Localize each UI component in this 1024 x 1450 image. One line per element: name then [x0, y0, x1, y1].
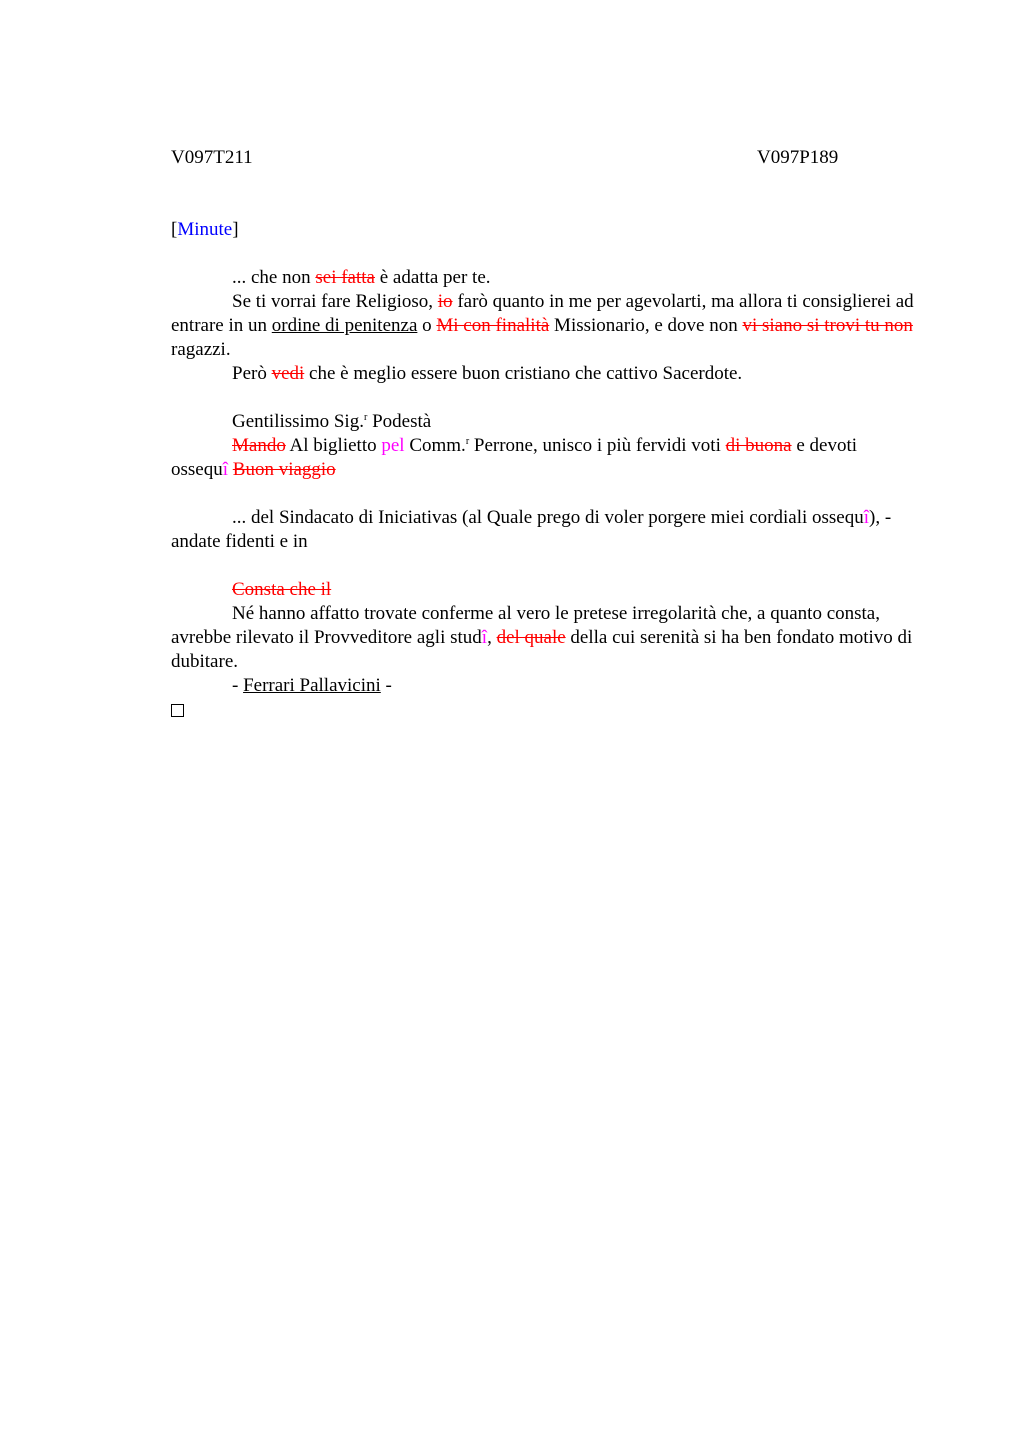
deleted-text: sei fatta [315, 267, 375, 288]
deleted-text: del quale [496, 627, 566, 648]
deleted-text: di buona [725, 435, 792, 456]
paragraph-7 [171, 578, 915, 602]
paragraph-2: Se ti vorrai fare Religioso, io farò quanto in me per agevolarti, ma allora ti consiglierei ad entrare in un ordine di penitenza o Mi con finalità Missionario, e dove non vi siano si trovi tu non ragazzi. [171, 291, 914, 360]
inserted-text: î [222, 459, 229, 480]
paragraph-9-signature: - Ferrari Pallavicini - [232, 675, 392, 696]
deleted-text: vedi [271, 363, 305, 384]
inserted-text: î [863, 507, 870, 528]
paragraph-3: Però vedi che è meglio essere buon cristiano che cattivo Sacerdote. [232, 363, 743, 384]
inserted-text: î [481, 627, 488, 648]
paragraph-6: ... del Sindacato di Iniciativas (al Quale prego di voler porgere miei cordiali ossequî), - andate fidenti e in [171, 507, 892, 552]
deleted-text: Mi con finalità [436, 315, 550, 336]
paragraph-5: Mando Al biglietto pel Comm.$^r$ Perrone, unisco i più fervidi voti di buona e devoti ossequî Buon viaggio [171, 435, 858, 480]
document-code-left: V097T211 [171, 147, 253, 168]
paragraph-4-salutation: Gentilissimo Sig.$^r$ Podestà [232, 411, 432, 432]
deleted-text: Consta che il [232, 579, 332, 600]
underlined-name: Ferrari Pallavicini [243, 675, 381, 696]
paragraph-1: ... che non sei fatta è adatta per te. [232, 267, 491, 288]
deleted-text: vi siano si trovi tu non [742, 315, 913, 336]
inserted-text: pel [381, 435, 405, 456]
square-icon [171, 704, 184, 717]
paragraph-8: Né hanno affatto trovate conferme al vero le pretese irregolarità che, a quanto consta, avrebbe rilevato il Provveditore agli studî, del quale della cui serenità si ha ben fondato motivo di dubitare. [171, 603, 913, 672]
document-code-right: V097P189 [757, 147, 839, 168]
page-header [171, 146, 915, 170]
section-label: [Minute] [171, 219, 239, 240]
underlined-text: ordine di penitenza [271, 315, 418, 336]
section-label-text: Minute [177, 219, 233, 240]
deleted-text: Mando [232, 435, 286, 456]
document-page [171, 146, 915, 724]
deleted-text: io [437, 291, 453, 312]
deleted-text: Buon viaggio [232, 459, 336, 480]
